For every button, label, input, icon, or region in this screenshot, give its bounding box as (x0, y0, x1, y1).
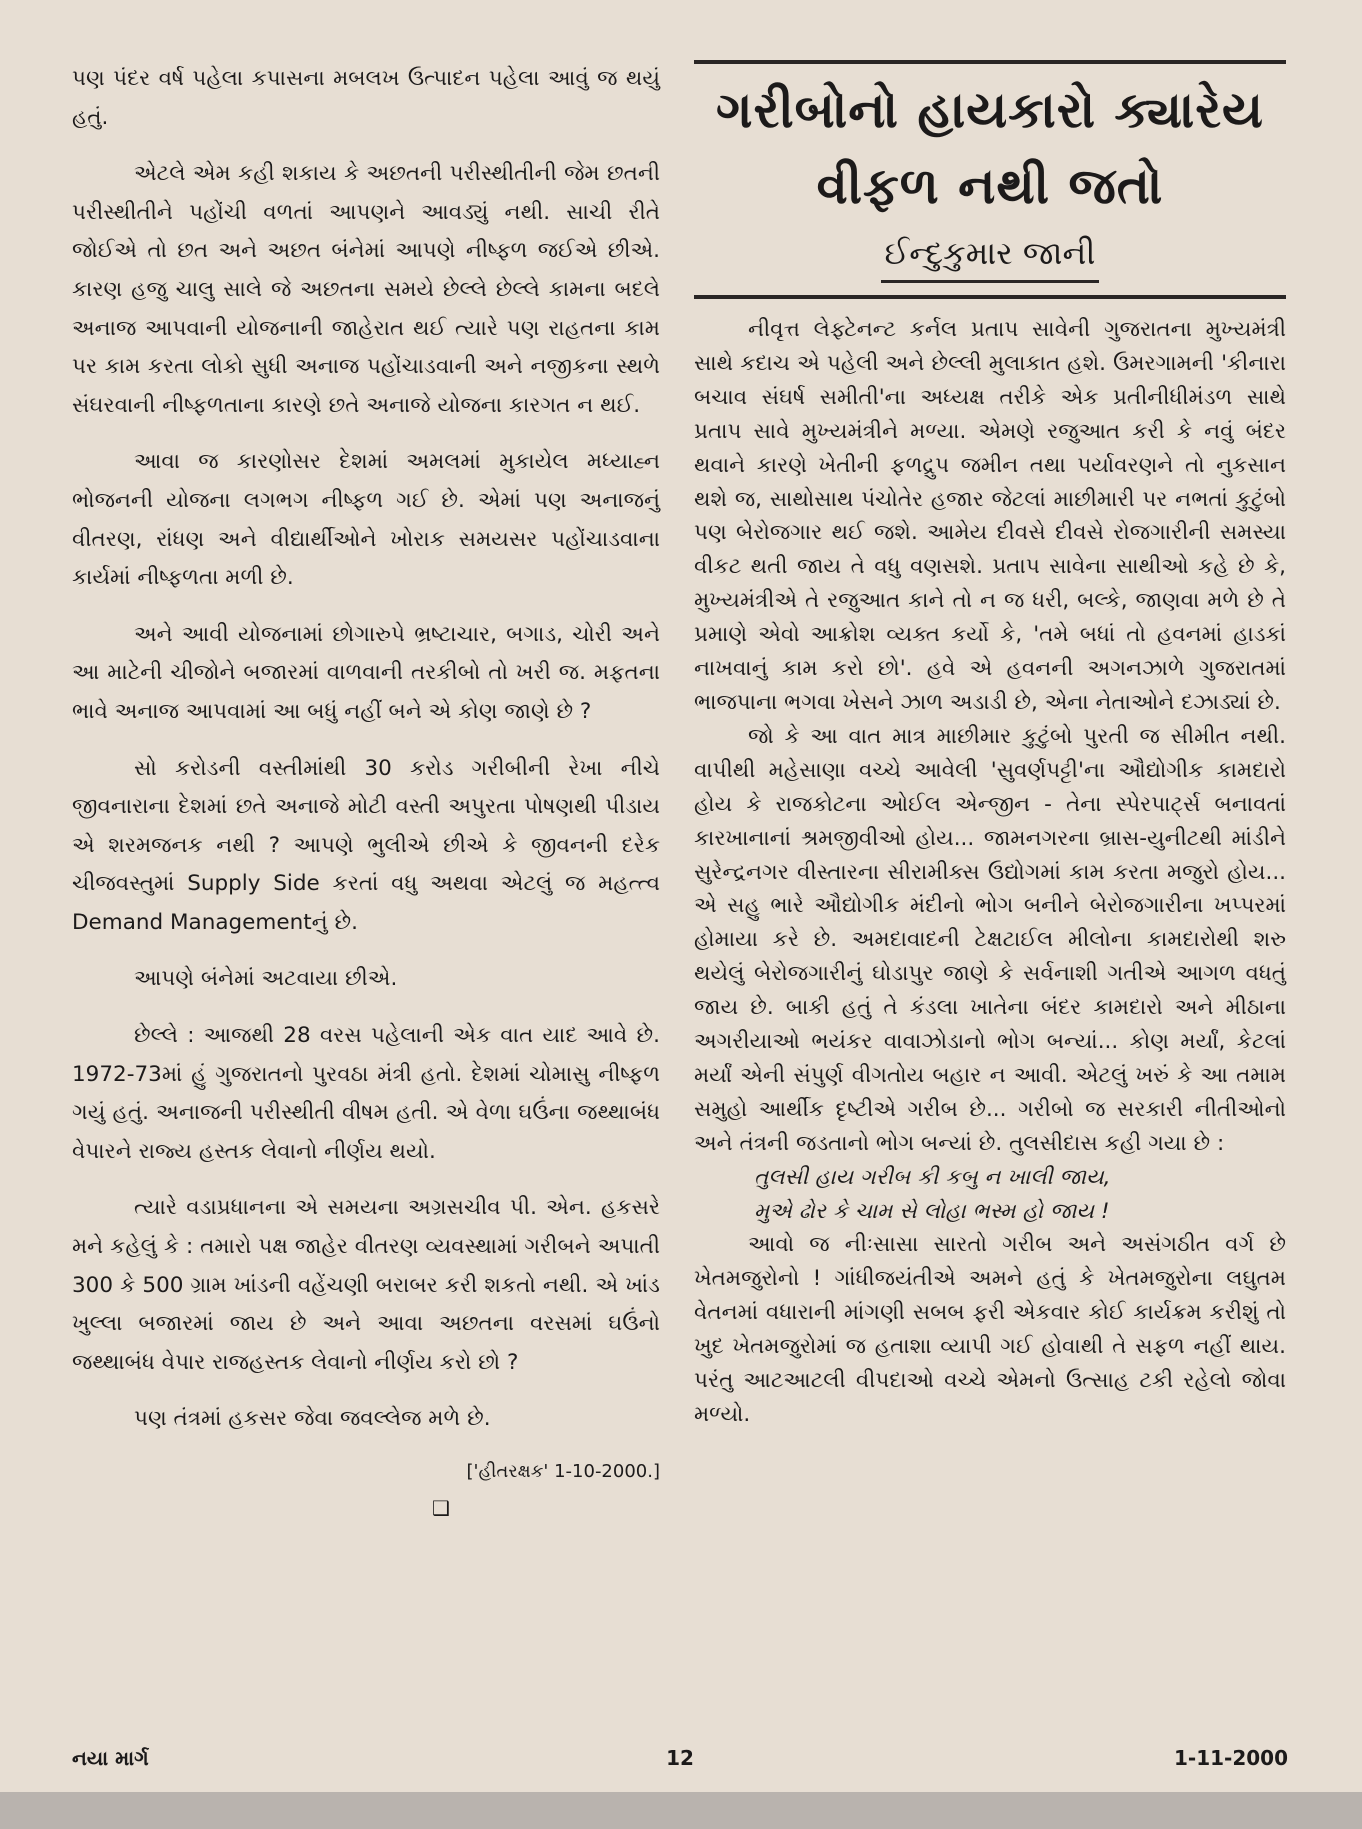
left-paragraph-6: આપણે બંનેમાં અટવાયા છીએ. (134, 966, 398, 992)
article-paragraph-2: જો કે આ વાત માત્ર માછીમાર કુટુંબો પુરતી જ સીમીત નથી. વાપીથી મહેસાણા વચ્ચે આવેલી 'સુવર્ણપટ્ટી'ના ઔદ્યોગીક કામદારો હોય કે રાજકોટના ઓઈલ એન્જીન - તેના સ્પેરપાર્ટ્સ બનાવતાં કારખાનાનાં શ્રમજીવીઓ હોય... જામનગરના બ્રાસ-યુનીટથી માંડીને સુરેન્દ્રનગર વીસ્તારના સીરામીક્સ ઉદ્યોગમાં કામ કરતા મજુરો હોય... એ સહુ ભારે ઔદ્યોગીક મંદીનો ભોગ બનીને બેરોજગારીના ખપ્પરમાં હોમાયા કરે છે. અમદાવાદની ટેક્ષટાઈલ મીલોના કામદારોથી શરુ થયેલું બેરોજગારીનું ઘોડાપુર જાણે કે સર્વનાશી ગતીએ આગળ વધતું જાય છે. બાકી હતું તે કંડલા ખાતેના બંદર કામદારો અને મીઠાના અગરીયાઓ ભયંકર વાવાઝોડાનો ભોગ બન્યાં... કોણ મર્યાં, કેટલાં મર્યાં એની સંપુર્ણ વીગતોય બહાર ન આવી. એટલું ખરું કે આ તમામ સમુહો આર્થીક દૃષ્ટીએ ગરીબ છે... ગરીબો જ સરકારી નીતીઓનો અને તંત્રની જડતાનો ભોગ બન્યાં છે. તુલસીદાસ કહી ગયા છે : (694, 723, 1286, 1156)
article-body (694, 313, 1286, 1432)
headline-top-rule (694, 60, 1286, 64)
page-footer (72, 1746, 1288, 1782)
poem-line-1: તુલસી હાય ગરીબ કી કબુ ન ખાલી જાય, (754, 1164, 1111, 1190)
end-mark: ❑ (432, 1496, 450, 1520)
article-paragraph-1: નીવૃત્ત લેફ્ટેનન્ટ કર્નલ પ્રતાપ સાવેની ગુજરાતના મુખ્યમંત્રી સાથે કદાચ એ પહેલી અને છેલ્લી મુલાકાત હશે. ઉમરગામની 'કીનારા બચાવ સંઘર્ષ સમીતી'ના અધ્યક્ષ તરીકે એક પ્રતીનીધીમંડળ સાથે પ્રતાપ સાવે મુખ્યમંત્રીને મળ્યા. એમણે રજુઆત કરી કે નવું બંદર થવાને કારણે ખેતીની ફળદ્રુપ જમીન તથા પર્યાવરણને તો નુકસાન થશે જ, સાથોસાથ પંચોતેર હજાર જેટલાં માછીમારી પર નભતાં કુટુંબો પણ બેરોજગાર થઈ જશે. આમેય દીવસે દીવસે રોજગારીની સમસ્યા વીકટ થતી જાય તે વધુ વણસશે. પ્રતાપ સાવેના સાથીઓ કહે છે કે, મુખ્યમંત્રીએ તે રજુઆત કાને તો ન જ ધરી, બલ્કે, જાણવા મળે છે તે પ્રમાણે એવો આક્રોશ વ્યક્ત કર્યો કે, 'તમે બધાં તો હવનમાં હાડકાં નાખવાનું કામ કરો છો'. હવે એ હવનની અગનઝાળે ગુજરાતમાં ભાજપાના ભગવા ખેસને ઝાળ અડાડી છે, એના નેતાઓને દઝાડ્યાં છે. (694, 317, 1286, 715)
left-paragraph-4: અને આવી યોજનામાં છોગારુપે ભ્રષ્ટાચાર, બગાડ, ચોરી અને આ માટેની ચીજોને બજારમાં વાળવાની તરકીબો તો ખરી જ. મફતના ભાવે અનાજ આપવામાં આ બધું નહીં બને એ કોણ જાણે છે ? (72, 621, 660, 724)
page-number: 12 (666, 1746, 694, 1770)
source-citation: ['હીતરક્ષક' 1-10-2000.] (466, 1461, 660, 1482)
author-name: ઈન્દુકુમાર જાની (881, 228, 1100, 283)
article-headline (694, 72, 1286, 224)
article-paragraph-3: આવો જ નીઃસાસા સારતો ગરીબ અને અસંગઠીત વર્ગ છે ખેતમજુરોનો ! ગાંધીજયંતીએ અમને હતું કે ખેતમજુરોના લઘુતમ વેતનમાં વધારાની માંગણી સબબ ફરી એકવાર કોઈ કાર્યક્રમ કરીશું તો ખુદ ખેતમજુરોમાં જ હતાશા વ્યાપી ગઈ હોવાથી તે સફળ નહીં થાય. પરંતુ આટઆટલી વીપદાઓ વચ્ચે એમનો ઉત્સાહ ટકી રહેલો જોવા મળ્યો. (694, 1232, 1286, 1427)
issue-date: 1-11-2000 (1173, 1746, 1288, 1770)
scan-bottom-edge (0, 1792, 1362, 1829)
left-paragraph-5: સો કરોડની વસ્તીમાંથી 30 કરોડ ગરીબીની રેખા નીચે જીવનારાના દેશમાં છતે અનાજે મોટી વસ્તી અપુરતા પોષણથી પીડાય એ શરમજનક નથી ? આપણે ભુલીએ છીએ કે જીવનની દરેક ચીજવસ્તુમાં Supply Side કરતાં વધુ અથવા એટલું જ મહત્ત્વ Demand Managementનું છે. (72, 755, 660, 935)
left-paragraph-2: એટલે એમ કહી શકાય કે અછતની પરીસ્થીતીની જેમ છતની પરીસ્થીતીને પહોંચી વળતાં આપણને આવડ્યું નથી. સાચી રીતે જોઈએ તો છત અને અછત બંનેમાં આપણે નીષ્ફળ જઈએ છીએ. કારણ હજુ ચાલુ સાલે જે અછતના સમયે છેલ્લે છેલ્લે કામના બદલે અનાજ આપવાની યોજનાની જાહેરાત થઈ ત્યારે પણ રાહતના કામ પર કામ કરતા લોકો સુધી અનાજ પહોંચાડવાની અને નજીકના સ્થળે સંઘરવાની નીષ્ફળતાના કારણે છતે અનાજે યોજના કારગત ન થઈ. (72, 161, 660, 418)
left-paragraph-3: આવા જ કારણોસર દેશમાં અમલમાં મુકાયેલ મધ્યાહ્ન ભોજનની યોજના લગભગ નીષ્ફળ ગઈ છે. એમાં પણ અનાજનું વીતરણ, રાંધણ અને વીદ્યાર્થીઓને ખોરાક સમયસર પહોંચાડવાના કાર્યમાં નીષ્ફળતા મળી છે. (72, 449, 660, 591)
left-paragraph-7: છેલ્લે : આજથી 28 વરસ પહેલાની એક વાત યાદ આવે છે. 1972-73માં હું ગુજરાતનો પુરવઠા મંત્રી હતો. દેશમાં ચોમાસુ નીષ્ફળ ગયું હતું. અનાજની પરીસ્થીતી વીષમ હતી. એ વેળા ઘઉંના જથ્થાબંધ વેપારને રાજ્ય હસ્તક લેવાનો નીર્ણય થયો. (72, 1023, 660, 1164)
right-column (694, 60, 1286, 1432)
headline-line-1: ગરીબોનો હાયકારો ક્યારેય (715, 81, 1264, 139)
left-column (72, 60, 660, 1521)
author-byline (694, 228, 1286, 283)
publication-name: નયા માર્ગ (72, 1746, 149, 1770)
left-paragraph-1: પણ પંદર વર્ષ પહેલા કપાસના મબલખ ઉત્પાદન પહેલા આવું જ થયું હતું. (72, 66, 660, 130)
poem-line-2: મુએ ઢોર કે ચામ સે લોહા ભસ્મ હો જાય ! (754, 1198, 1110, 1224)
left-paragraph-8: ત્યારે વડાપ્રધાનના એ સમયના અગ્રસચીવ પી. એન. હકસરે મને કહેલું કે : તમારો પક્ષ જાહેર વીતરણ વ્યવસ્થામાં ગરીબને અપાતી 300 કે 500 ગ્રામ ખાંડની વહેંચણી બરાબર કરી શકતો નથી. એ ખાંડ ખુલ્લા બજારમાં જાય છે અને આવા અછતના વરસમાં ઘઉંનો જથ્થાબંધ વેપાર રાજહસ્તક લેવાનો નીર્ણય કરો છો ? (72, 1195, 660, 1375)
headline-line-2: વીફળ નથી જતો (816, 157, 1164, 215)
left-paragraph-9: પણ તંત્રમાં હકસર જેવા જવલ્લેજ મળે છે. (134, 1406, 491, 1432)
headline-bottom-rule (694, 295, 1286, 299)
